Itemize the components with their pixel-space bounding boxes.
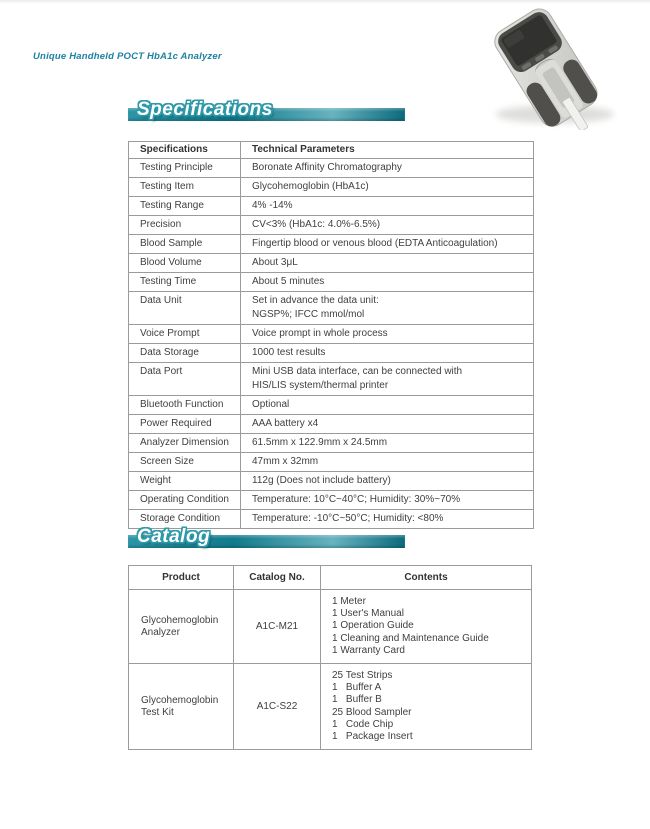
spec-value <box>241 178 534 197</box>
spec-row <box>129 453 534 472</box>
spec-label: Screen Size <box>129 453 241 472</box>
spec-value-line: AAA battery x4 <box>252 418 319 429</box>
catalog-contents-line: 1 User's Manual <box>332 608 404 620</box>
spec-label: Testing Time <box>129 273 241 292</box>
catalog-contents-line: 1 Cleaning and Maintenance Guide <box>332 632 489 644</box>
catalog-contents-line: 1 Buffer A <box>332 682 382 694</box>
spec-row <box>129 325 534 344</box>
spec-row <box>129 235 534 254</box>
analyzer-product-image <box>454 2 642 130</box>
catalog-contents-line: 25 Blood Sampler <box>332 706 412 718</box>
catalog-contents-line: 25 Test Strips <box>332 670 393 682</box>
catalog-product: Glycohemoglobin Analyzer <box>129 590 234 664</box>
spec-value <box>241 363 534 396</box>
catalog-section-banner <box>128 520 405 548</box>
spec-value <box>241 396 534 415</box>
catalog-number: A1C-S22 <box>234 664 321 750</box>
catalog-row <box>129 590 532 664</box>
spec-label: Operating Condition <box>129 491 241 510</box>
catalog-product: Glycohemoglobin Test Kit <box>129 664 234 750</box>
spec-label: Precision <box>129 216 241 235</box>
spec-row <box>129 178 534 197</box>
catalog-number: A1C-M21 <box>234 590 321 664</box>
spec-header-specifications: Specifications <box>129 142 241 159</box>
spec-value-line: 4% -14% <box>252 200 293 211</box>
spec-label: Storage Condition <box>129 510 241 529</box>
spec-value <box>241 344 534 363</box>
catalog-heading: Catalog <box>137 526 211 547</box>
catalog-table <box>128 565 532 750</box>
spec-label: Weight <box>129 472 241 491</box>
spec-label: Blood Volume <box>129 254 241 273</box>
spec-label: Data Unit <box>129 292 241 325</box>
spec-row <box>129 159 534 178</box>
spec-label: Testing Range <box>129 197 241 216</box>
catalog-table-body <box>129 590 532 750</box>
specifications-heading: Specifications <box>137 99 273 120</box>
spec-label: Data Port <box>129 363 241 396</box>
specifications-table <box>128 141 534 529</box>
catalog-contents <box>321 664 532 750</box>
catalog-row <box>129 664 532 750</box>
spec-row <box>129 197 534 216</box>
spec-value <box>241 415 534 434</box>
catalog-contents-line: 1 Operation Guide <box>332 620 414 632</box>
specifications-section-banner <box>128 93 405 121</box>
spec-row <box>129 292 534 325</box>
page-title: Unique Handheld POCT HbA1c Analyzer <box>33 51 222 62</box>
spec-value <box>241 491 534 510</box>
catalog-contents <box>321 590 532 664</box>
spec-header-technical-parameters: Technical Parameters <box>241 142 534 159</box>
spec-value <box>241 434 534 453</box>
spec-row <box>129 344 534 363</box>
spec-value-line: Boronate Affinity Chromatography <box>252 162 402 173</box>
spec-value-line: Fingertip blood or venous blood (EDTA Anticoagulation) <box>252 238 498 249</box>
catalog-contents-line: 1 Code Chip <box>332 718 394 730</box>
spec-row <box>129 491 534 510</box>
spec-value-line: Temperature: 10°C~40°C; Humidity: 30%~70% <box>252 494 461 505</box>
spec-row <box>129 415 534 434</box>
spec-row <box>129 472 534 491</box>
catalog-contents-line: 1 Buffer B <box>332 694 382 706</box>
spec-value <box>241 197 534 216</box>
catalog-header-contents: Contents <box>321 566 532 590</box>
spec-row <box>129 396 534 415</box>
spec-label: Analyzer Dimension <box>129 434 241 453</box>
spec-value-line: Optional <box>252 399 290 410</box>
spec-row <box>129 273 534 292</box>
spec-value <box>241 254 534 273</box>
spec-value-line: CV<3% (HbA1c: 4.0%-6.5%) <box>252 219 381 230</box>
spec-label: Blood Sample <box>129 235 241 254</box>
spec-value-line: 112g (Does not include battery) <box>252 475 391 486</box>
catalog-contents-line: 1 Meter <box>332 596 366 607</box>
spec-value <box>241 453 534 472</box>
spec-label: Power Required <box>129 415 241 434</box>
catalog-contents-line: 1 Package Insert <box>332 731 413 743</box>
catalog-contents-line: 1 Warranty Card <box>332 644 405 656</box>
catalog-header-product: Product <box>129 566 234 590</box>
spec-value <box>241 292 534 325</box>
spec-table-body <box>129 159 534 529</box>
spec-value-line: 61.5mm x 122.9mm x 24.5mm <box>252 437 388 448</box>
spec-value-line: About 5 minutes <box>252 276 325 287</box>
catalog-header-catalog-no: Catalog No. <box>234 566 321 590</box>
spec-value <box>241 273 534 292</box>
spec-row <box>129 434 534 453</box>
spec-value-line: Glycohemoglobin (HbA1c) <box>252 181 369 192</box>
spec-label: Voice Prompt <box>129 325 241 344</box>
spec-value-line: About 3μL <box>252 257 298 268</box>
spec-row <box>129 216 534 235</box>
spec-value <box>241 216 534 235</box>
spec-label: Testing Item <box>129 178 241 197</box>
spec-row <box>129 254 534 273</box>
spec-value-line: HIS/LIS system/thermal printer <box>252 380 389 391</box>
spec-label: Bluetooth Function <box>129 396 241 415</box>
catalog-header-row <box>129 566 532 590</box>
spec-value-line: Mini USB data interface, can be connected with <box>252 366 463 377</box>
spec-label: Testing Principle <box>129 159 241 178</box>
spec-value-line: Voice prompt in whole process <box>252 328 388 339</box>
spec-value-line: 1000 test results <box>252 347 326 358</box>
spec-value <box>241 325 534 344</box>
spec-row <box>129 363 534 396</box>
spec-value-line: Temperature: -10°C~50°C; Humidity: <80% <box>252 513 444 524</box>
spec-header-row <box>129 142 534 159</box>
spec-label: Data Storage <box>129 344 241 363</box>
spec-value-line: Set in advance the data unit: <box>252 295 379 306</box>
spec-value-line: 47mm x 32mm <box>252 456 319 467</box>
spec-value-line: NGSP%; IFCC mmol/mol <box>252 309 365 320</box>
spec-value <box>241 472 534 491</box>
spec-value <box>241 235 534 254</box>
spec-value <box>241 159 534 178</box>
